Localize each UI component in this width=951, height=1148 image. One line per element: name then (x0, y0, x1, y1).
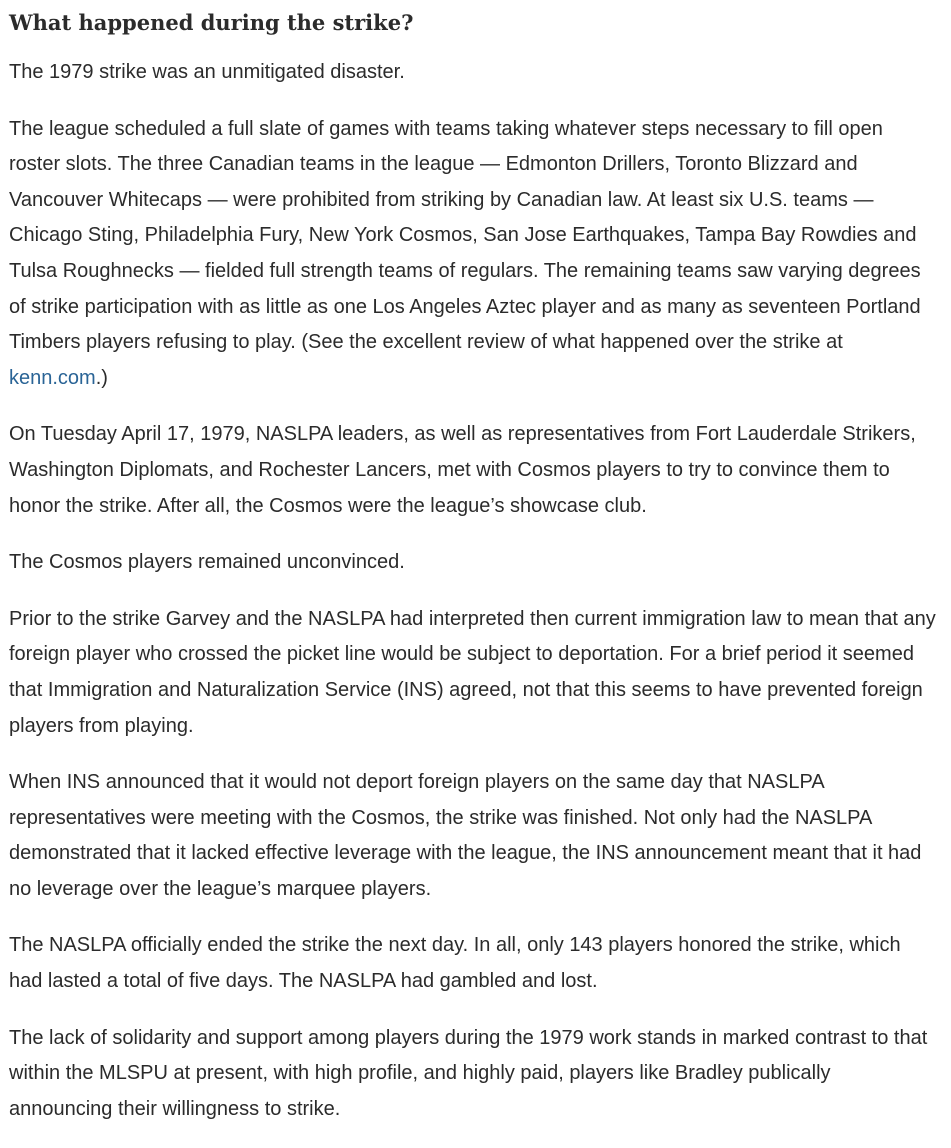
paragraph-4: The Cosmos players remained unconvinced. (9, 551, 405, 574)
paragraph-8: The lack of solidarity and support among players during the 1979 work stands in marked contrast to that within the MLSPU at present, with high profile, and highly paid, players like Bradley publically announcing their willingness to strike. (9, 1026, 928, 1120)
paragraph-5: Prior to the strike Garvey and the NASLPA had interpreted then current immigration law to mean that any foreign player who crossed the picket line would be subject to deportation. For a brief period it seemed that Immigration and Naturalization Service (INS) agreed, not that this seems to have prevented foreign players from playing. (9, 607, 936, 737)
article-body (9, 8, 939, 1148)
paragraph-6: When INS announced that it would not deport foreign players on the same day that NASLPA representatives were meeting with the Cosmos, the strike was finished. Not only had the NASLPA demonstrated that it lacked effective leverage with the league, the INS announcement meant that it had no leverage over the league’s marquee players. (9, 771, 922, 900)
kenn-com-link[interactable]: kenn.com (9, 366, 96, 389)
section-heading: What happened during the strike? (9, 10, 414, 35)
paragraph-2-tail: .) (95, 366, 108, 389)
paragraph-1: The 1979 strike was an unmitigated disaster. (9, 61, 405, 83)
paragraph-3: On Tuesday April 17, 1979, NASLPA leaders, as well as representatives from Fort Lauderdale Strikers, Washington Diplomats, and Rochester Lancers, met with Cosmos players to try to convince them to honor the strike. After all, the Cosmos were the league’s showcase club. (9, 423, 916, 517)
paragraph-2 (9, 112, 939, 397)
paragraph-2-text: The league scheduled a full slate of games with teams taking whatever steps necessary to fill open roster slots. The three Canadian teams in the league — Edmonton Drillers, Toronto Blizzard and Vancouver Whitecaps — were prohibited from striking by Canadian law. At least six U.S. teams — Chicago Sting, Philadelphia Fury, New York Cosmos, San Jose Earthquakes, Tampa Bay Rowdies and Tulsa Roughnecks — fielded full strength teams of regulars. The remaining teams saw varying degrees of strike participation with as little as one Los Angeles Aztec player and as many as seventeen Portland Timbers players refusing to play. (See the excellent review of what happened over the strike at (9, 117, 921, 354)
paragraph-7: The NASLPA officially ended the strike the next day. In all, only 143 players honored the strike, which had lasted a total of five days. The NASLPA had gambled and lost. (9, 934, 901, 993)
